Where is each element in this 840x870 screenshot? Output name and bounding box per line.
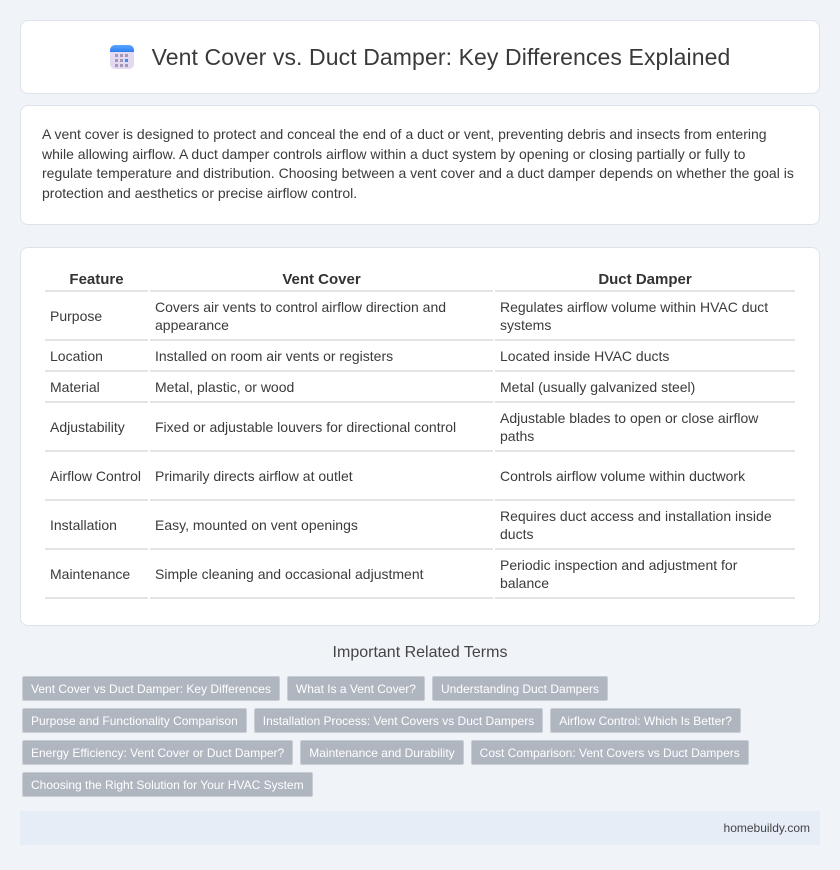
table-row [45, 372, 795, 403]
page-title: Vent Cover vs. Duct Damper: Key Differences Explained [151, 43, 731, 70]
cell-feature: Maintenance [45, 550, 148, 599]
cell-feature: Purpose [45, 292, 148, 341]
related-terms-section [20, 644, 820, 797]
footer [20, 811, 820, 845]
related-tag[interactable]: Vent Cover vs Duct Damper: Key Differences [22, 676, 280, 701]
cell-duct-damper: Controls airflow volume within ductwork [495, 452, 795, 501]
comparison-table-card [20, 247, 820, 626]
cell-vent-cover: Installed on room air vents or registers [150, 341, 493, 372]
related-tag[interactable]: Cost Comparison: Vent Covers vs Duct Dampers [471, 740, 749, 765]
related-tag[interactable]: Maintenance and Durability [300, 740, 463, 765]
table-header-row [45, 267, 795, 292]
cell-vent-cover: Simple cleaning and occasional adjustment [150, 550, 493, 599]
cell-vent-cover: Primarily directs airflow at outlet [150, 452, 493, 501]
related-tag[interactable]: Purpose and Functionality Comparison [22, 708, 247, 733]
footer-site-name: homebuildy.com [723, 821, 810, 835]
calendar-grid-icon [110, 45, 134, 69]
cell-duct-damper: Located inside HVAC ducts [495, 341, 795, 372]
cell-feature: Adjustability [45, 403, 148, 452]
cell-vent-cover: Easy, mounted on vent openings [150, 501, 493, 550]
header-vent-cover: Vent Cover [150, 267, 493, 292]
cell-vent-cover: Metal, plastic, or wood [150, 372, 493, 403]
related-tag[interactable]: Airflow Control: Which Is Better? [550, 708, 741, 733]
intro-card [20, 105, 820, 225]
related-terms-title: Important Related Terms [332, 644, 508, 661]
related-terms-tags [20, 676, 820, 797]
cell-feature: Material [45, 372, 148, 403]
header-card [20, 20, 820, 94]
cell-duct-damper: Metal (usually galvanized steel) [495, 372, 795, 403]
table-row [45, 403, 795, 452]
table-row [45, 501, 795, 550]
related-tag[interactable]: Choosing the Right Solution for Your HVAC System [22, 772, 313, 797]
cell-duct-damper: Adjustable blades to open or close airflow paths [495, 403, 795, 452]
cell-vent-cover: Fixed or adjustable louvers for directional control [150, 403, 493, 452]
header-feature: Feature [45, 267, 148, 292]
cell-duct-damper: Periodic inspection and adjustment for balance [495, 550, 795, 599]
related-tag[interactable]: Understanding Duct Dampers [432, 676, 608, 701]
table-row [45, 292, 795, 341]
cell-feature: Location [45, 341, 148, 372]
related-tag[interactable]: Energy Efficiency: Vent Cover or Duct Damper? [22, 740, 293, 765]
related-tag[interactable]: What Is a Vent Cover? [287, 676, 425, 701]
intro-paragraph: A vent cover is designed to protect and conceal the end of a duct or vent, preventing debris and insects from entering while allowing airflow. A duct damper controls airflow within a duct system by opening or closing partially or fully to regulate temperature and distribution. Choosing between a vent cover and a duct damper depends on whether the goal is protection and aesthetics or precise airflow control. [42, 126, 794, 201]
table-row [45, 341, 795, 372]
table-row [45, 452, 795, 501]
related-tag[interactable]: Installation Process: Vent Covers vs Duct Dampers [254, 708, 543, 733]
cell-duct-damper: Requires duct access and installation inside ducts [495, 501, 795, 550]
header-duct-damper: Duct Damper [495, 267, 795, 292]
comparison-table [43, 267, 797, 599]
cell-duct-damper: Regulates airflow volume within HVAC duct systems [495, 292, 795, 341]
cell-feature: Airflow Control [45, 452, 148, 501]
table-row [45, 550, 795, 599]
cell-feature: Installation [45, 501, 148, 550]
cell-vent-cover: Covers air vents to control airflow direction and appearance [150, 292, 493, 341]
